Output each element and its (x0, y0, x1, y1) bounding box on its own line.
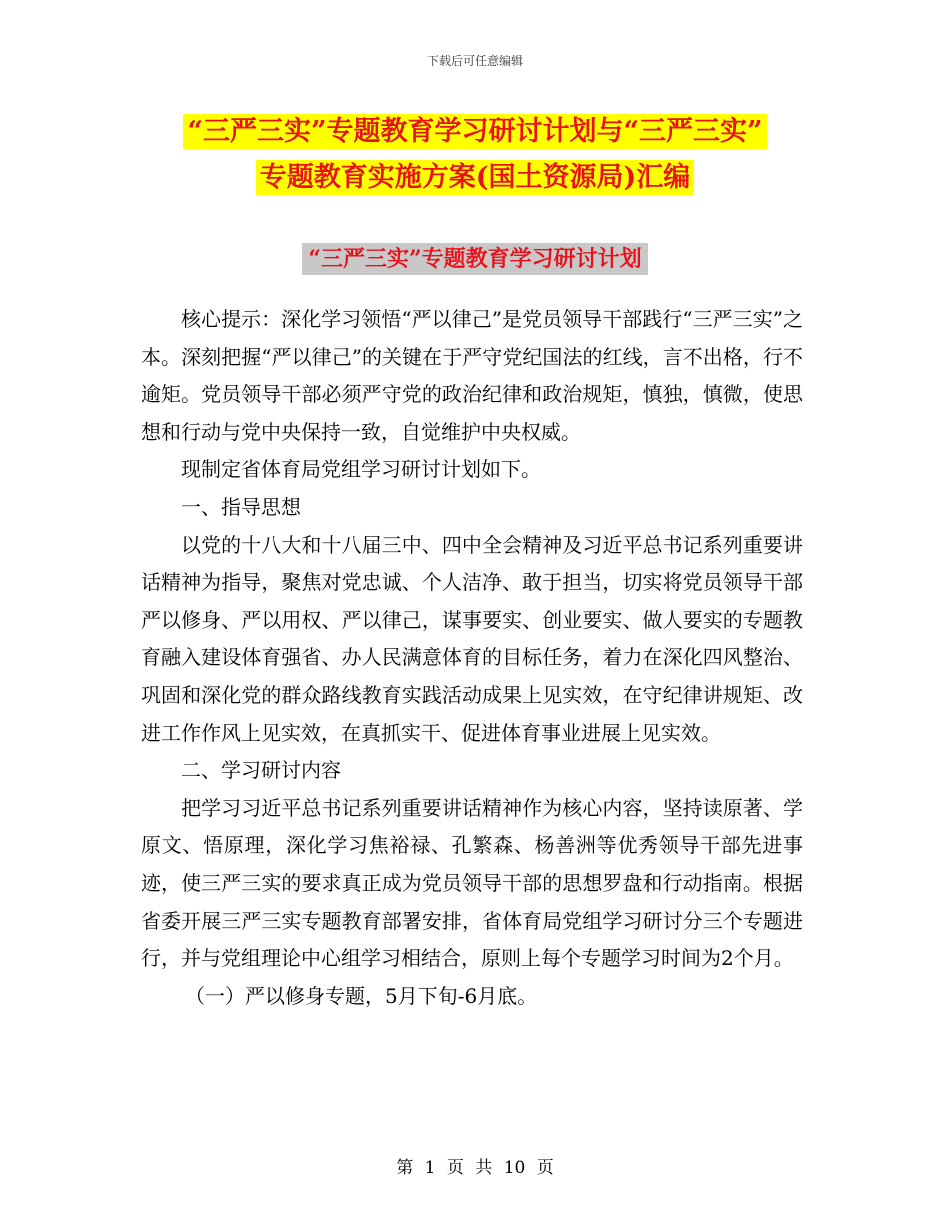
list-item-topic-1: （一）严以修身专题，5月下旬-6月底。 (185, 983, 538, 1008)
paragraph-study-content: 把学习习近平总书记系列重要讲话精神作为核心内容，坚持读原著、学原文、悟原理，深化学习焦裕禄、孔繁森、杨善洲等优秀领导干部先进事迹，使三严三实的要求真正成为党员领导干部的思想罗盘和行动指南。根据省委开展三严三实专题教育部署安排，省体育局党组学习研讨分三个专题进行，并与党组理论中心组学习相结合，原则上每个专题学习时间为2个月。 (141, 795, 803, 971)
section-title-text: “三严三实”专题教育学习研讨计划 (302, 243, 647, 275)
document-title-line-1 (0, 110, 950, 154)
page-indicator: 第 1 页 共 10 页 (396, 1158, 554, 1178)
section-title (0, 242, 950, 273)
document-body (141, 301, 803, 1015)
heading-guiding-thought: 一、指导思想 (181, 494, 301, 519)
document-title-text-1: “三严三实”专题教育学习研讨计划与“三严三实” (183, 114, 766, 149)
document-title-line-2 (0, 156, 950, 200)
document-title-text-2: 专题教育实施方案(国土资源局)汇编 (256, 160, 695, 195)
paragraph-core-tip: 核心提示：深化学习领悟“严以律己”是党员领导干部践行“三严三实”之本。深刻把握“严以律己”的关键在于严守党纪国法的红线，言不出格，行不逾矩。党员领导干部必须严守党的政治纪律和政治规矩，慎独，慎微，使思想和行动与党中央保持一致，自觉维护中央权威。 (141, 307, 803, 444)
heading-study-content: 二、学习研讨内容 (181, 758, 341, 783)
header-note: 下载后可任意编辑 (426, 54, 523, 68)
paragraph-intro: 现制定省体育局党组学习研讨计划如下。 (181, 457, 541, 482)
paragraph-guiding-thought: 以党的十八大和十八届三中、四中全会精神及习近平总书记系列重要讲话精神为指导，聚焦对党忠诚、个人洁净、敢于担当，切实将党员领导干部严以修身、严以用权、严以律己，谋事要实、创业要实、做人要实的专题教育融入建设体育强省、办人民满意体育的目标任务，着力在深化四风整治、巩固和深化党的群众路线教育实践活动成果上见实效，在守纪律讲规矩、改进工作作风上见实效，在真抓实干、促进体育事业进展上见实效。 (141, 532, 803, 745)
